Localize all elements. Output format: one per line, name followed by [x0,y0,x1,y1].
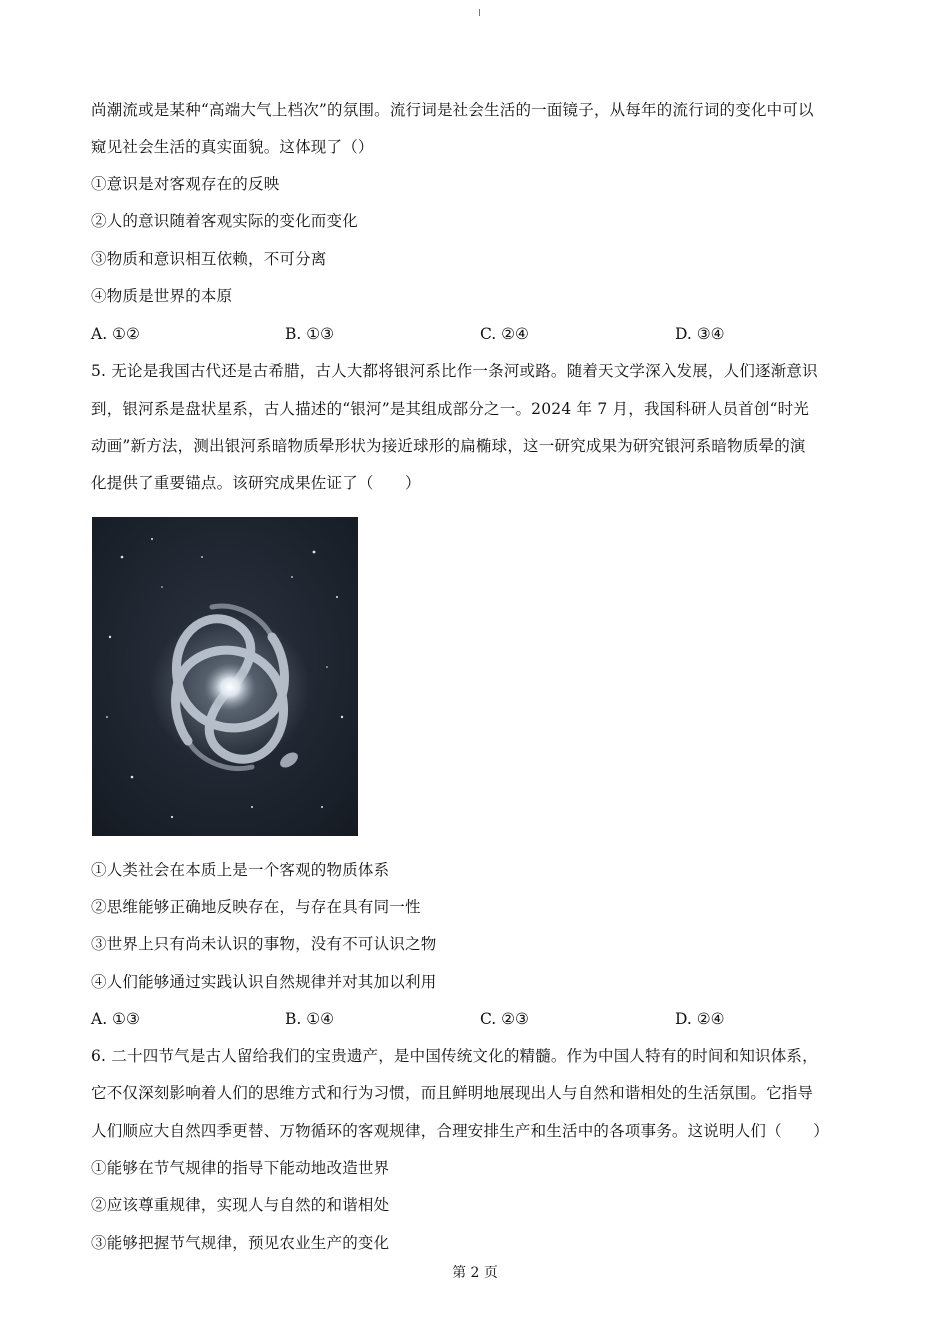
text-line: 窥见社会生活的真实面貌。这体现了（） [91,138,374,156]
statement-3: ③能够把握节气规律，预见农业生产的变化 [91,1234,390,1252]
galaxy-photo [92,517,358,836]
option-b: B. ①③ [285,325,335,343]
question-5-text: 化提供了重要锚点。该研究成果佐证了（ ） [91,474,421,492]
statement-4: ④物质是世界的本原 [91,287,233,305]
option-c: C. ②③ [480,1010,529,1028]
option-a: A. ①② [91,325,140,343]
question-5-text: 到，银河系是盘状星系，古人描述的“银河”是其组成部分之一。2024 年 7 月，我国科研人员首创“时光 [91,400,810,418]
statement-1: ①能够在节气规律的指导下能动地改造世界 [91,1159,390,1177]
option-a: A. ①③ [91,1010,140,1028]
page-number: 第 2 页 [452,1265,498,1281]
question-5-text: 5. 无论是我国古代还是古希腊，古人大都将银河系比作一条河或路。随着天文学深入发展，人们逐渐意识 [91,362,818,380]
option-c: C. ②④ [480,325,529,343]
statement-4: ④人们能够通过实践认识自然规律并对其加以利用 [91,973,437,991]
statement-2: ②应该尊重规律，实现人与自然的和谐相处 [91,1196,390,1214]
statement-1: ①人类社会在本质上是一个客观的物质体系 [91,861,390,879]
option-d: D. ③④ [675,325,725,343]
statement-3: ③世界上只有尚未认识的事物，没有不可认识之物 [91,935,437,953]
text-line: 尚潮流或是某种“高端大气上档次”的氛围。流行词是社会生活的一面镜子，从每年的流行词的变化中可以 [91,101,814,119]
question-6-text: 6. 二十四节气是古人留给我们的宝贵遗产，是中国传统文化的精髓。作为中国人特有的时间和知识体系， [91,1047,818,1065]
statement-2: ②思维能够正确地反映存在，与存在具有同一性 [91,898,421,916]
header-mark [479,9,480,16]
option-d: D. ②④ [675,1010,725,1028]
statement-3: ③物质和意识相互依赖，不可分离 [91,250,327,268]
question-6-text: 它不仅深刻影响着人们的思维方式和行为习惯，而且鲜明地展现出人与自然和谐相处的生活氛围。它指导 [91,1084,814,1102]
option-b: B. ①④ [285,1010,335,1028]
question-6-text: 人们顺应大自然四季更替、万物循环的客观规律，合理安排生产和生活中的各项事务。这说明人们（ ） [91,1122,829,1140]
statement-1: ①意识是对客观存在的反映 [91,175,280,193]
question-5-text: 动画”新方法，测出银河系暗物质晕形状为接近球形的扁椭球，这一研究成果为研究银河系暗物质晕的演 [91,437,806,455]
statement-2: ②人的意识随着客观实际的变化而变化 [91,212,358,230]
